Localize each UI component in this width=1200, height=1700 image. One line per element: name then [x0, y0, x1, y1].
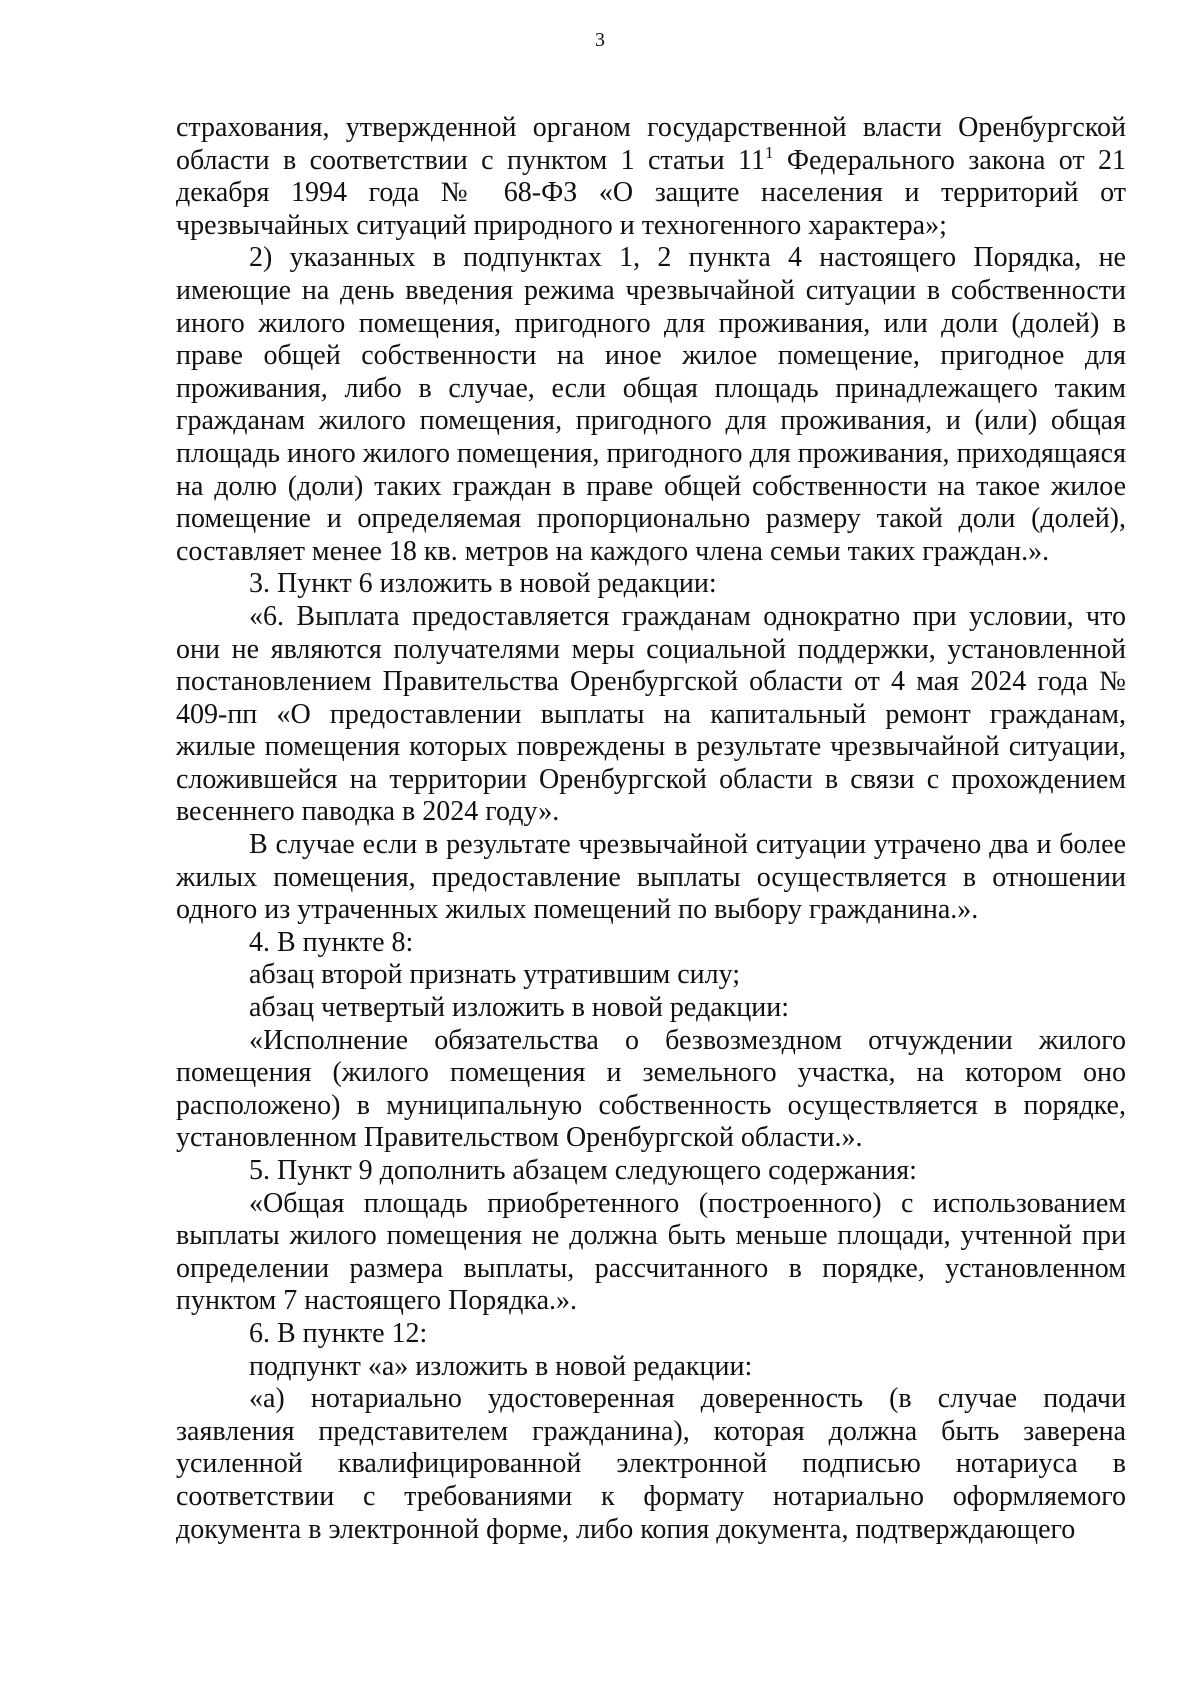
- paragraph-item-6: 6. В пункте 12:: [249, 1317, 428, 1349]
- paragraph-item-6-second: В случае если в результате чрезвычайной ситуации утрачено два и более жилых помещения, предоставление выплаты осуществляется в отношении одного из утраченных жилых помещений по выбору гражданина.».: [176, 829, 1126, 926]
- document-body: [176, 112, 1126, 1546]
- superscript-article-number: 1: [765, 142, 774, 162]
- paragraph-subitem-2: 2) указанных в подпунктах 1, 2 пункта 4 настоящего Порядка, не имеющие на день введения режима чрезвычайной ситуации в собственности иного жилого помещения, пригодного для проживания, или доли (долей) в праве общей собственности на иное жилое помещение, пригодное для проживания, либо в случае, если общая площадь принадлежащего таким гражданам жилого помещения, пригодного для проживания, и (или) общая площадь иного жилого помещения, пригодного для проживания, приходящаяся на долю (доли) таких граждан в праве общей собственности на такое жилое помещение и определяемая пропорционально размеру такой доли (долей), составляет менее 18 кв. метров на каждого члена семьи таких граждан.».: [176, 242, 1126, 567]
- paragraph-item-5: 5. Пункт 9 дополнить абзацем следующего содержания:: [249, 1155, 917, 1186]
- paragraph-continuation: [176, 112, 1126, 242]
- paragraph-abzac-2: абзац второй признать утратившим силу;: [249, 959, 741, 991]
- paragraph-item-6-quote: «6. Выплата предоставляется гражданам однократно при условии, что они не являются получателями меры социальной поддержки, установленной постановлением Правительства Оренбургской области от 4 мая 2024 года № 409-пп «О предоставлении выплаты на капитальный ремонт гражданам, жилые помещения которых повреждены в результате чрезвычайной ситуации, сложившейся на территории Оренбургской области в связи с прохождением весеннего паводка в 2024 году».: [176, 600, 1126, 828]
- paragraph-abzac-4: абзац четвертый изложить в новой редакции:: [249, 992, 789, 1024]
- paragraph-text-tail: Федерального закона от 21 декабря 1994 года № 68-ФЗ «О защите населения и территорий от чрезвычайных ситуаций природного и техногенного характера»;: [176, 144, 1126, 241]
- paragraph-abzac-4-quote: «Исполнение обязательства о безвозмездном отчуждении жилого помещения (жилого помещения и земельного участка, на котором оно расположено) в муниципальную собственность осуществляется в порядке, установленном Правительством Оренбургской области.».: [176, 1024, 1126, 1154]
- paragraph-text: страхования, утвержденной органом государственной власти Оренбургской области в соответствии с пунктом 1 статьи 11: [176, 112, 1126, 176]
- paragraph-item-9-quote: «Общая площадь приобретенного (построенного) с использованием выплаты жилого помещения не должна быть меньше площади, учтенной при определении размера выплаты, рассчитанного в порядке, установленном пунктом 7 настоящего Порядка.».: [176, 1187, 1126, 1317]
- paragraph-item-4: 4. В пункте 8:: [249, 926, 414, 958]
- paragraph-subitem-a: подпункт «а» изложить в новой редакции:: [249, 1350, 753, 1382]
- paragraph-subitem-a-quote: «а) нотариально удостоверенная доверенность (в случае подачи заявления представителем гражданина), которая должна быть заверена усиленной квалифицированной электронной подписью нотариуса в соответствии с требованиями к формату нотариально оформляемого документа в электронной форме, либо копия документа, подтверждающего: [176, 1383, 1126, 1545]
- paragraph-item-3: 3. Пункт 6 изложить в новой редакции:: [249, 568, 717, 600]
- page-number: 3: [595, 29, 605, 51]
